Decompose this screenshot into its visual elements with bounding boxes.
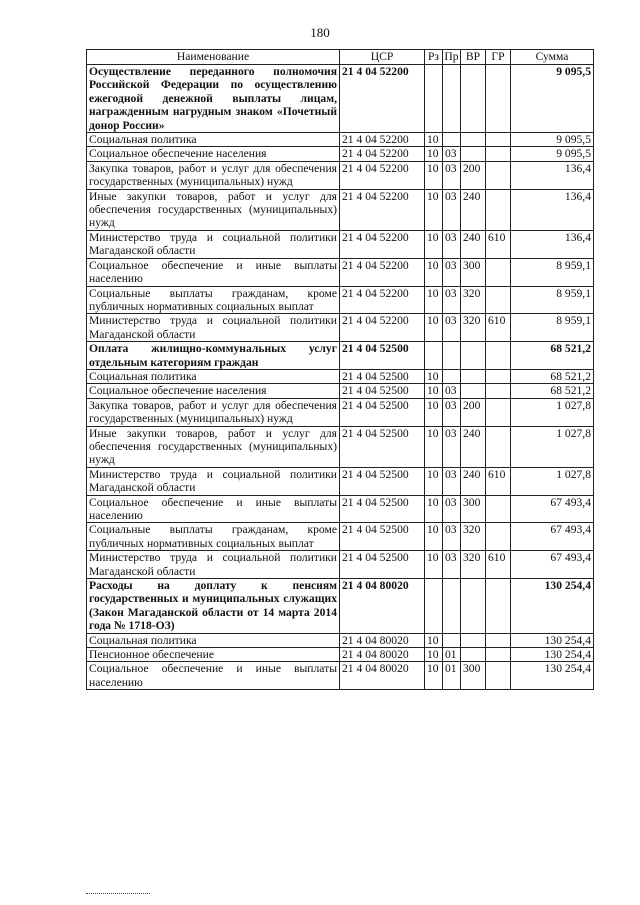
cell-name: Социальное обеспечение и иные выплаты населению	[87, 258, 340, 286]
cell-rz: 10	[425, 426, 443, 467]
cell-vr	[461, 633, 486, 647]
cell-vr: 300	[461, 258, 486, 286]
table-row	[87, 551, 594, 579]
cell-pr: 03	[443, 230, 461, 258]
cell-pr	[443, 369, 461, 383]
cell-gr	[486, 426, 511, 467]
cell-code: 21 4 04 80020	[340, 579, 425, 634]
cell-gr	[486, 369, 511, 383]
cell-vr: 320	[461, 286, 486, 314]
table-row	[87, 426, 594, 467]
cell-rz	[425, 342, 443, 370]
cell-code: 21 4 04 52500	[340, 342, 425, 370]
cell-vr: 300	[461, 662, 486, 690]
cell-pr: 03	[443, 495, 461, 523]
cell-sum: 130 254,4	[511, 579, 594, 634]
cell-sum: 8 959,1	[511, 258, 594, 286]
cell-rz: 10	[425, 648, 443, 662]
cell-vr: 240	[461, 230, 486, 258]
table-header-row	[87, 50, 594, 65]
budget-table	[86, 49, 594, 690]
cell-rz	[425, 579, 443, 634]
cell-name: Социальное обеспечение и иные выплаты населению	[87, 495, 340, 523]
cell-gr	[486, 633, 511, 647]
cell-code: 21 4 04 52200	[340, 133, 425, 147]
cell-code: 21 4 04 52200	[340, 258, 425, 286]
cell-code: 21 4 04 52200	[340, 65, 425, 133]
cell-rz: 10	[425, 551, 443, 579]
cell-code: 21 4 04 52200	[340, 314, 425, 342]
cell-gr: 610	[486, 314, 511, 342]
cell-name: Иные закупки товаров, работ и услуг для обеспечения государственных (муниципальных) нужд	[87, 189, 340, 230]
cell-pr	[443, 133, 461, 147]
cell-pr	[443, 342, 461, 370]
cell-gr	[486, 147, 511, 161]
cell-code: 21 4 04 52200	[340, 189, 425, 230]
cell-pr: 03	[443, 161, 461, 189]
cell-code: 21 4 04 52500	[340, 467, 425, 495]
cell-sum: 130 254,4	[511, 633, 594, 647]
cell-pr: 03	[443, 147, 461, 161]
cell-vr: 200	[461, 161, 486, 189]
cell-pr: 03	[443, 384, 461, 398]
cell-rz: 10	[425, 467, 443, 495]
cell-name: Министерство труда и социальной политики Магаданской области	[87, 314, 340, 342]
cell-gr: 610	[486, 551, 511, 579]
cell-pr: 03	[443, 286, 461, 314]
cell-name: Закупка товаров, работ и услуг для обеспечения государственных (муниципальных) нужд	[87, 398, 340, 426]
cell-code: 21 4 04 80020	[340, 662, 425, 690]
cell-vr	[461, 369, 486, 383]
footer-divider	[86, 893, 150, 894]
cell-vr: 240	[461, 467, 486, 495]
cell-code: 21 4 04 52500	[340, 426, 425, 467]
cell-gr: 610	[486, 467, 511, 495]
cell-vr	[461, 147, 486, 161]
cell-name: Министерство труда и социальной политики Магаданской области	[87, 467, 340, 495]
cell-gr	[486, 342, 511, 370]
cell-vr: 240	[461, 426, 486, 467]
table-body	[87, 65, 594, 690]
cell-name: Социальные выплаты гражданам, кроме публичных нормативных социальных выплат	[87, 523, 340, 551]
cell-gr	[486, 65, 511, 133]
table-row	[87, 648, 594, 662]
table-row	[87, 579, 594, 634]
table-row	[87, 523, 594, 551]
table-row	[87, 65, 594, 133]
cell-gr	[486, 133, 511, 147]
table-row	[87, 133, 594, 147]
cell-sum: 68 521,2	[511, 369, 594, 383]
cell-sum: 9 095,5	[511, 65, 594, 133]
cell-pr: 01	[443, 648, 461, 662]
cell-vr: 320	[461, 551, 486, 579]
cell-gr	[486, 258, 511, 286]
cell-name: Закупка товаров, работ и услуг для обеспечения государственных (муниципальных) нужд	[87, 161, 340, 189]
cell-pr	[443, 65, 461, 133]
cell-gr	[486, 286, 511, 314]
table-row	[87, 369, 594, 383]
cell-pr: 03	[443, 258, 461, 286]
cell-sum: 8 959,1	[511, 286, 594, 314]
table-row	[87, 161, 594, 189]
cell-pr: 03	[443, 189, 461, 230]
cell-rz: 10	[425, 161, 443, 189]
cell-code: 21 4 04 52500	[340, 369, 425, 383]
cell-rz: 10	[425, 258, 443, 286]
cell-code: 21 4 04 52500	[340, 551, 425, 579]
cell-gr	[486, 648, 511, 662]
cell-sum: 136,4	[511, 189, 594, 230]
table-row	[87, 342, 594, 370]
cell-sum: 67 493,4	[511, 523, 594, 551]
table-row	[87, 662, 594, 690]
cell-pr	[443, 579, 461, 634]
cell-pr: 03	[443, 398, 461, 426]
cell-name: Расходы на доплату к пенсиям государственных и муниципальных служащих (Закон Магаданской области от 14 марта 2014 года № 1718-ОЗ)	[87, 579, 340, 634]
cell-sum: 8 959,1	[511, 314, 594, 342]
cell-gr	[486, 495, 511, 523]
page-number: 180	[310, 25, 330, 40]
cell-pr: 03	[443, 426, 461, 467]
cell-vr	[461, 648, 486, 662]
header-vr: ВР	[461, 50, 486, 65]
cell-sum: 67 493,4	[511, 495, 594, 523]
cell-sum: 9 095,5	[511, 133, 594, 147]
cell-gr	[486, 523, 511, 551]
cell-name: Иные закупки товаров, работ и услуг для обеспечения государственных (муниципальных) нужд	[87, 426, 340, 467]
table-row	[87, 633, 594, 647]
cell-sum: 1 027,8	[511, 467, 594, 495]
cell-pr: 01	[443, 662, 461, 690]
cell-pr	[443, 633, 461, 647]
cell-vr: 300	[461, 495, 486, 523]
cell-name: Оплата жилищно-коммунальных услуг отдельным категориям граждан	[87, 342, 340, 370]
header-name: Наименование	[87, 50, 340, 65]
cell-rz: 10	[425, 523, 443, 551]
cell-rz: 10	[425, 230, 443, 258]
cell-name: Социальная политика	[87, 633, 340, 647]
cell-vr	[461, 579, 486, 634]
cell-code: 21 4 04 52500	[340, 384, 425, 398]
cell-vr: 320	[461, 314, 486, 342]
table-row	[87, 230, 594, 258]
cell-gr	[486, 398, 511, 426]
table-row	[87, 286, 594, 314]
table-row	[87, 189, 594, 230]
cell-sum: 67 493,4	[511, 551, 594, 579]
cell-gr	[486, 384, 511, 398]
cell-vr	[461, 65, 486, 133]
cell-rz: 10	[425, 384, 443, 398]
cell-name: Осуществление переданного полномочия Российской Федерации по осуществлению ежегодной денежной выплаты лицам, награжденным нагрудным знаком «Почетный донор России»	[87, 65, 340, 133]
table-row	[87, 495, 594, 523]
cell-sum: 68 521,2	[511, 342, 594, 370]
cell-vr	[461, 133, 486, 147]
cell-gr	[486, 189, 511, 230]
cell-name: Социальная политика	[87, 369, 340, 383]
cell-vr	[461, 384, 486, 398]
cell-rz: 10	[425, 189, 443, 230]
table-row	[87, 467, 594, 495]
cell-sum: 1 027,8	[511, 426, 594, 467]
cell-name: Социальное обеспечение населения	[87, 384, 340, 398]
header-rz: Рз	[425, 50, 443, 65]
cell-rz: 10	[425, 286, 443, 314]
table-row	[87, 147, 594, 161]
cell-code: 21 4 04 80020	[340, 633, 425, 647]
cell-name: Социальное обеспечение населения	[87, 147, 340, 161]
cell-name: Пенсионное обеспечение	[87, 648, 340, 662]
cell-pr: 03	[443, 523, 461, 551]
cell-vr: 240	[461, 189, 486, 230]
cell-vr	[461, 342, 486, 370]
cell-sum: 136,4	[511, 230, 594, 258]
cell-sum: 130 254,4	[511, 662, 594, 690]
cell-name: Министерство труда и социальной политики Магаданской области	[87, 230, 340, 258]
cell-name: Министерство труда и социальной политики Магаданской области	[87, 551, 340, 579]
header-pr: Пр	[444, 50, 459, 63]
cell-name: Социальное обеспечение и иные выплаты населению	[87, 662, 340, 690]
table-row	[87, 398, 594, 426]
cell-gr	[486, 579, 511, 634]
cell-pr: 03	[443, 314, 461, 342]
cell-sum: 136,4	[511, 161, 594, 189]
cell-sum: 68 521,2	[511, 384, 594, 398]
header-gr: ГР	[486, 50, 511, 65]
cell-vr: 200	[461, 398, 486, 426]
header-sum: Сумма	[511, 50, 594, 65]
cell-rz: 10	[425, 495, 443, 523]
cell-code: 21 4 04 52500	[340, 523, 425, 551]
header-code: ЦСР	[340, 50, 425, 65]
cell-vr: 320	[461, 523, 486, 551]
cell-gr: 610	[486, 230, 511, 258]
cell-name: Социальная политика	[87, 133, 340, 147]
cell-rz: 10	[425, 369, 443, 383]
cell-sum: 9 095,5	[511, 147, 594, 161]
table-row	[87, 384, 594, 398]
cell-rz: 10	[425, 633, 443, 647]
cell-rz: 10	[425, 314, 443, 342]
cell-rz: 10	[425, 398, 443, 426]
cell-rz: 10	[425, 147, 443, 161]
cell-rz: 10	[425, 133, 443, 147]
cell-rz	[425, 65, 443, 133]
cell-code: 21 4 04 52200	[340, 147, 425, 161]
cell-pr: 03	[443, 467, 461, 495]
cell-sum: 130 254,4	[511, 648, 594, 662]
cell-code: 21 4 04 80020	[340, 648, 425, 662]
cell-code: 21 4 04 52500	[340, 495, 425, 523]
cell-code: 21 4 04 52200	[340, 161, 425, 189]
cell-gr	[486, 161, 511, 189]
cell-pr: 03	[443, 551, 461, 579]
cell-rz: 10	[425, 662, 443, 690]
cell-code: 21 4 04 52200	[340, 286, 425, 314]
cell-sum: 1 027,8	[511, 398, 594, 426]
cell-code: 21 4 04 52200	[340, 230, 425, 258]
table-row	[87, 258, 594, 286]
cell-gr	[486, 662, 511, 690]
cell-name: Социальные выплаты гражданам, кроме публичных нормативных социальных выплат	[87, 286, 340, 314]
table-row	[87, 314, 594, 342]
cell-code: 21 4 04 52500	[340, 398, 425, 426]
